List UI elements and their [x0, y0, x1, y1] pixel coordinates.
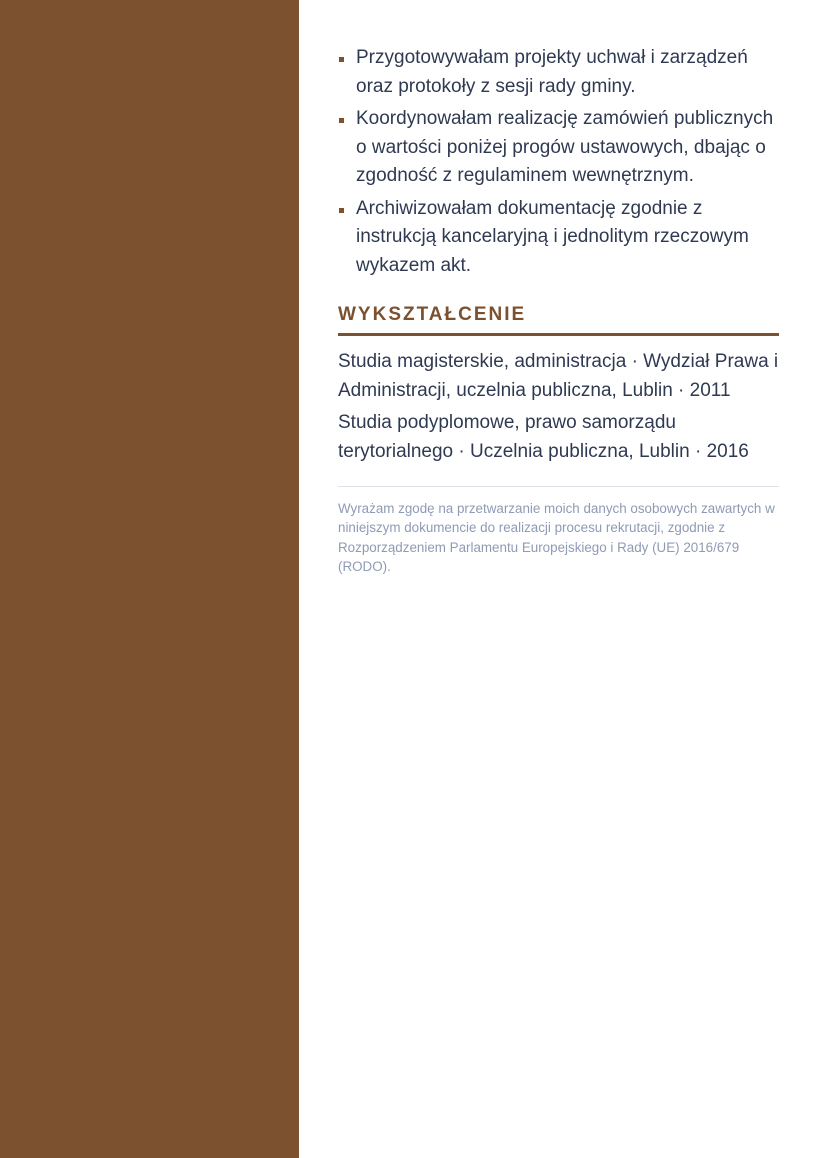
- bullet-marker: [339, 208, 344, 213]
- list-item: [338, 195, 779, 281]
- bullet-marker: [339, 118, 344, 123]
- bullet-text: Przygotowywałam projekty uchwał i zarządzeń oraz protokoły z sesji rady gminy.: [356, 47, 748, 97]
- list-item: [338, 44, 779, 101]
- education-entry: Studia podyplomowe, prawo samorządu terytorialnego · Uczelnia publiczna, Lublin · 2016: [338, 412, 749, 462]
- section-divider: [338, 333, 779, 336]
- education-list: [338, 348, 779, 466]
- consent-clause: Wyrażam zgodę na przetwarzanie moich danych osobowych zawartych w niniejszym dokumencie do realizacji procesu rekrutacji, zgodnie z Rozporządzeniem Parlamentu Europejskiego i Rady (UE) 2016/679 (RODO).: [338, 501, 775, 574]
- experience-bullet-list: [338, 44, 779, 280]
- bullet-text: Archiwizowałam dokumentację zgodnie z instrukcją kancelaryjną i jednolitym rzeczowym wykazem akt.: [356, 197, 749, 276]
- sidebar-panel: [0, 0, 299, 1158]
- bullet-text: Koordynowałam realizację zamówień publicznych o wartości poniżej progów ustawowych, dbając o zgodność z regulaminem wewnętrznym.: [356, 108, 774, 186]
- education-entry: Studia magisterskie, administracja · Wydział Prawa i Administracji, uczelnia publiczna, Lublin · 2011: [338, 351, 779, 401]
- bullet-marker: [339, 57, 344, 62]
- main-content: [338, 44, 779, 576]
- list-item: [338, 105, 779, 191]
- section-title-education: WYKSZTAŁCENIE: [338, 304, 527, 325]
- consent-divider: [338, 486, 779, 487]
